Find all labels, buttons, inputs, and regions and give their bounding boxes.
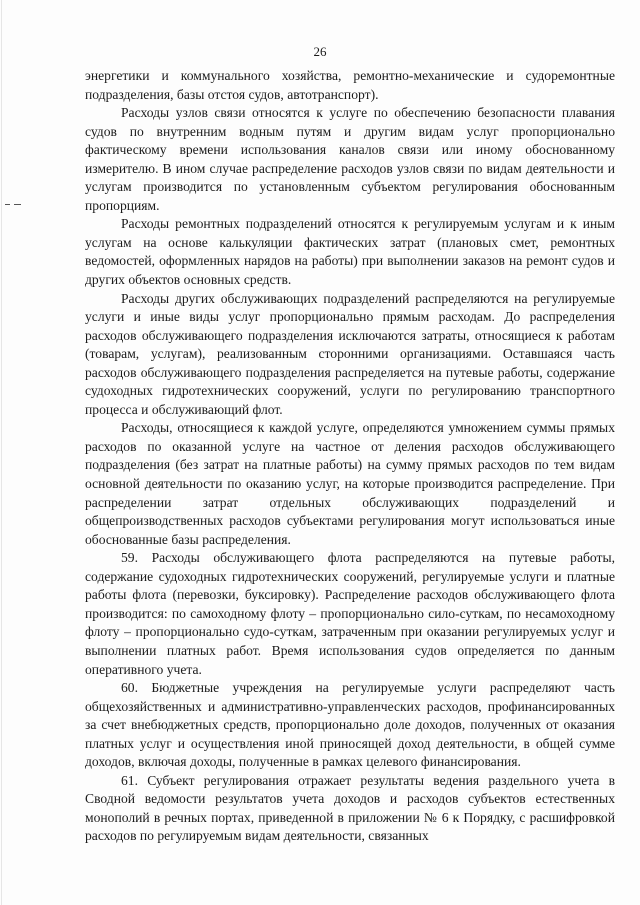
paragraph-continuation: энергетики и коммунального хозяйства, ремонтно-механические и судоремонтные подразделения, базы отстоя судов, автотранспорт).	[85, 68, 615, 102]
paragraph-item-61: 61. Субъект регулирования отражает результаты ведения раздельного учета в Сводной ведомости результатов учета доходов и расходов субъектов естественных монополий в речных портах, приведенной в приложении № 6 к Порядку, с расшифровкой расходов по регулируемым видам деятельности, связанных	[85, 772, 615, 844]
paragraph-cost-allocation: Расходы, относящиеся к каждой услуге, определяются умножением суммы прямых расходов по оказанной услуге на частное от деления расходов обслуживающего подразделения (без затрат на платные работы) на сумму прямых расходов по тем видам основной деятельности по оказанию услуг, на которые производится распределение. При распределении затрат отдельных обслуживающих подразделений и общепроизводственных расходов субъектами регулирования могут использоваться иные обоснованные базы распределения.	[85, 420, 615, 547]
paragraph-item-59: 59. Расходы обслуживающего флота распределяются на путевые работы, содержание судоходных гидротехнических сооружений, регулируемые услуги и платные работы флота (перевозки, буксировку). Распределение расходов обслуживающего флота производится: по самоходному флоту – пропорционально сило-суткам, по несамоходному флоту – пропорционально судо-суткам, затраченным при оказании регулируемых услуг и выполнении платных работ. Время использования судов определяется по данным оперативного учета.	[85, 550, 615, 677]
body-text	[85, 67, 615, 846]
paragraph-service-units: Расходы других обслуживающих подразделений распределяются на регулируемые услуги и иные виды услуг пропорционально прямым расходам. До распределения расходов обслуживающего подразделения исключаются затраты, относящиеся к работам (товарам, услугам), реализованным сторонними организациями. Оставшаяся часть расходов обслуживающего подразделения распределяется на путевые работы, содержание судоходных гидротехнических сооружений, услуги по регулированию транспортного процесса и обслуживающий флот.	[85, 290, 615, 417]
margin-dash-left	[5, 204, 10, 205]
page-number: 26	[313, 44, 327, 59]
paragraph-repair-units: Расходы ремонтных подразделений относятся к регулируемым услугам и к иным услугам на основе калькуляции фактических затрат (плановых смет, ремонтных ведомостей, оформленных нарядов на работы) при выполнении заказов на ремонт судов и других объектов основных средств.	[85, 216, 615, 288]
scan-edge-line	[1, 0, 2, 905]
paragraph-item-60: 60. Бюджетные учреждения на регулируемые услуги распределяют часть общехозяйственных и административно-управленческих расходов, профинансированных за счет внебюджетных средств, пропорционально доле доходов, полученных от оказания платных услуг и осуществления иной приносящей доход деятельности, в общей сумме доходов, включая доходы, полученные в рамках целевого финансирования.	[85, 680, 615, 770]
margin-dash-right	[14, 204, 21, 205]
margin-dash-mark	[5, 204, 21, 206]
paragraph-communication-nodes: Расходы узлов связи относятся к услуге по обеспечению безопасности плавания судов по внутренним водным путям и другим видам услуг пропорционально фактическому времени использования каналов связи или иному обоснованному измерителю. В ином случае распределение расходов узлов связи по видам деятельности и услугам производится по установленным субъектом регулирования обоснованным пропорциям.	[85, 105, 615, 213]
